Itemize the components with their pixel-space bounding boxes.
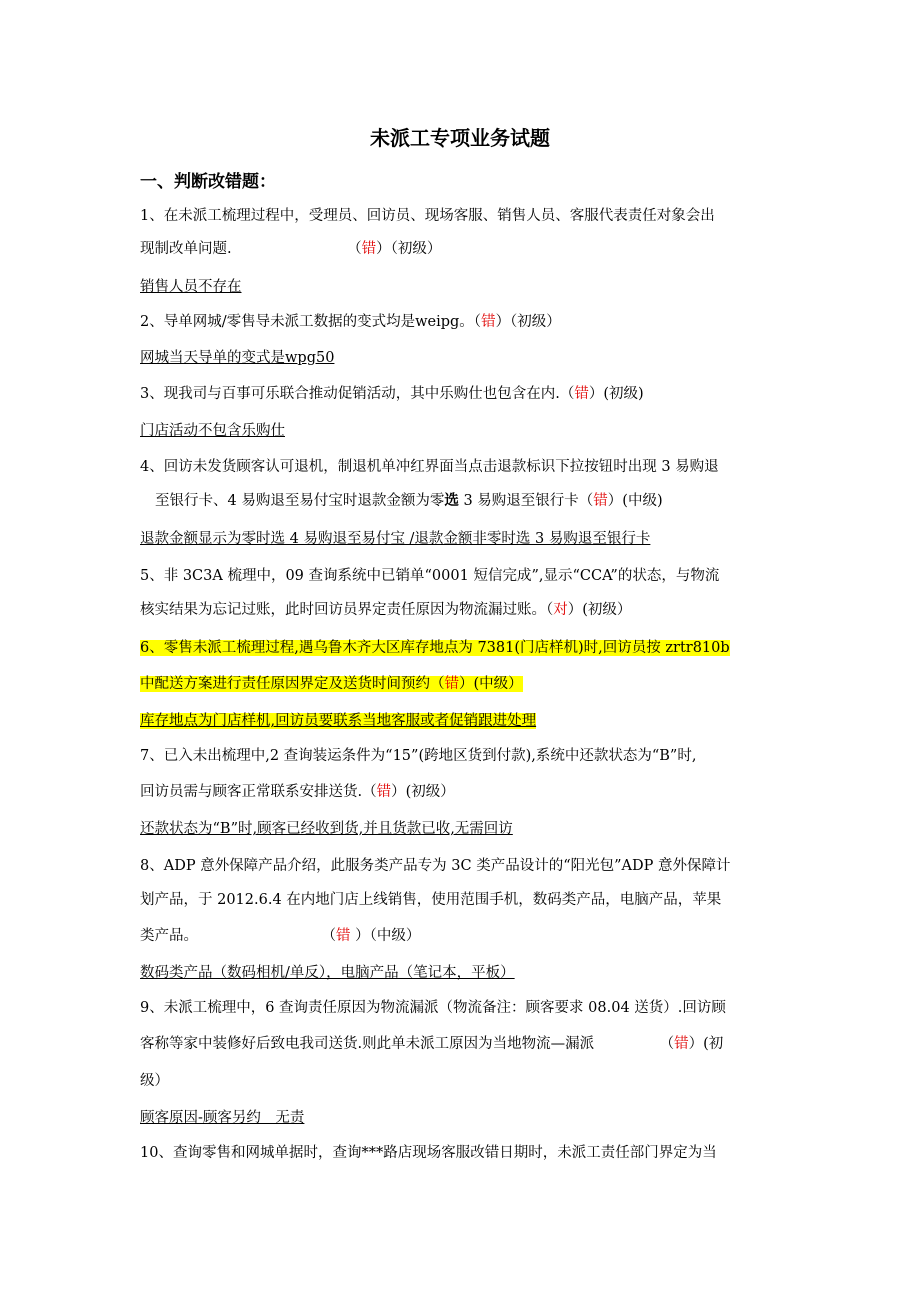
q1-post: ）（初级） <box>376 241 442 257</box>
q4-mark: 错 <box>593 493 608 509</box>
q9-line3: 级） <box>140 1073 169 1089</box>
section-heading: 一、判断改错题： <box>140 172 276 192</box>
q8-line1: 8、ADP 意外保障产品介绍，此服务类产品专为 3C 类产品设计的“阳光包”ADP 意外保障计 <box>140 858 731 874</box>
q5-line2 <box>140 599 790 621</box>
q7-line2-text: 回访员需与顾客正常联系安排送货.（ <box>140 784 377 800</box>
q7-line2 <box>140 781 790 803</box>
q7-post: ）(初级） <box>391 784 455 800</box>
q5-mark: 对 <box>553 602 568 618</box>
q5-line1: 5、非 3C3A 梳理中，09 查询系统中已销单“0001 短信完成”,显示“CCA”的状态，与物流 <box>140 568 720 584</box>
q6-line2-text: 中配送方案进行责任原因界定及送货时间预约（ <box>140 676 445 692</box>
q8-pre: （ <box>321 928 336 944</box>
q7-mark: 错 <box>376 784 392 800</box>
q1-line1: 1、在未派工梳理过程中，受理员、回访员、现场客服、销售人员、客服代表责任对象会出 <box>140 208 715 224</box>
q9-pre: （ <box>659 1036 675 1052</box>
q9-line1: 9、未派工梳理中，6 查询责任原因为物流漏派（物流备注：顾客要求 08.04 送货）.回访顾 <box>140 1000 726 1016</box>
q9-post: ）(初 <box>688 1036 724 1052</box>
q8-line3 <box>140 925 790 947</box>
q2-text: 2、导单网城/零售导未派工数据的变式均是weipg。（ <box>140 314 482 330</box>
q1-line2 <box>140 238 790 260</box>
q8-line3-text: 类产品。 <box>140 928 198 944</box>
q1-mark: 错 <box>361 241 377 257</box>
q8-line2: 划产品，于 2012.6.4 在内地门店上线销售，使用范围手机，数码类产品，电脑产品，苹果 <box>140 892 722 908</box>
q8-mark: 错 <box>336 928 351 944</box>
q1-answer: 销售人员不存在 <box>140 279 242 295</box>
q4-line2-b: 3 易购退至银行卡（ <box>458 493 594 509</box>
q6-answer-text: 库存地点为门店样机,回访员要联系当地客服或者促销跟进处理 <box>140 713 537 729</box>
q5-post: ）(初级） <box>567 602 632 618</box>
q6-post: ）(中级） <box>459 676 523 692</box>
q6-line2 <box>140 673 790 695</box>
q7-answer: 还款状态为“B”时,顾客已经收到货,并且货款已收,无需回访 <box>140 821 513 837</box>
q8-post: ）（中级） <box>350 928 421 944</box>
q6-answer <box>140 710 790 732</box>
q2-post: ）（初级） <box>495 314 561 330</box>
q2-answer: 网城当天导单的变式是wpg50 <box>140 350 335 366</box>
q2-line <box>140 311 790 333</box>
q6-line1-text: 6、零售未派工梳理过程,遇乌鲁木齐大区库存地点为 7381(门店样机)时,回访员按 zrtr810b <box>140 640 730 656</box>
q5-line2-text: 核实结果为忘记过账，此时回访员界定责任原因为物流漏过账。（ <box>140 602 554 618</box>
q3-mark: 错 <box>574 386 589 402</box>
q4-line2-bold: 选 <box>444 492 459 509</box>
q4-line2-a: 至银行卡、4 易购退至易付宝时退款金额为零 <box>155 493 445 509</box>
q4-post: ）(中级) <box>607 493 663 509</box>
q3-line <box>140 383 790 405</box>
q4-line1: 4、回访未发货顾客认可退机，制退机单冲红界面当点击退款标识下拉按钮时出现 3 易购退 <box>140 459 719 475</box>
q8-answer: 数码类产品（数码相机/单反），电脑产品（笔记本，平板） <box>140 965 515 981</box>
q7-line1: 7、已入未出梳理中,2 查询装运条件为“15”(跨地区货到付款),系统中还款状态为“B”时, <box>140 748 697 764</box>
q1-line2-text: 现制改单问题. <box>140 241 232 257</box>
q6-line1 <box>140 637 790 659</box>
q9-mark: 错 <box>674 1036 689 1052</box>
q9-line2 <box>140 1033 790 1055</box>
q4-answer: 退款金额显示为零时选 4 易购退至易付宝 /退款金额非零时选 3 易购退至银行卡 <box>140 531 651 547</box>
q2-mark: 错 <box>481 314 496 330</box>
q4-line2 <box>155 490 805 512</box>
q1-pre: （ <box>347 241 362 257</box>
q3-answer: 门店活动不包含乐购仕 <box>140 423 285 439</box>
page-title: 未派工专项业务试题 <box>370 126 550 150</box>
q6-mark: 错 <box>444 676 459 692</box>
q3-post: ）(初级) <box>588 386 644 402</box>
q9-line2-text: 客称等家中装修好后致电我司送货.则此单未派工原因为当地物流—漏派 <box>140 1036 595 1052</box>
q3-text: 3、现我司与百事可乐联合推动促销活动，其中乐购仕也包含在内.（ <box>140 386 575 402</box>
q9-answer: 顾客原因-顾客另约 无责 <box>140 1110 305 1126</box>
q10-line1: 10、查询零售和网城单据时，查询***路店现场客服改错日期时，未派工责任部门界定为当 <box>140 1145 717 1161</box>
